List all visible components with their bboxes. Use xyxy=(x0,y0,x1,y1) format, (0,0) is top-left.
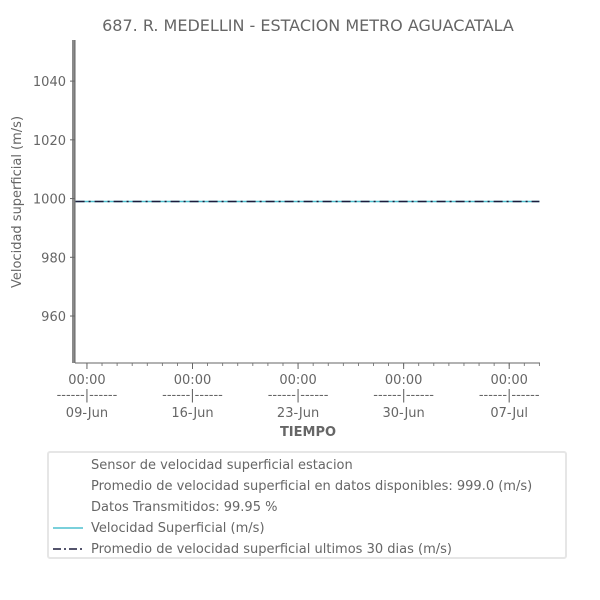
y-tick-label: 1020 xyxy=(32,133,66,149)
x-tick-separator: ------|------ xyxy=(56,388,118,403)
y-tick-label: 960 xyxy=(41,310,66,326)
plot-area xyxy=(33,40,540,421)
legend-info-transmitted xyxy=(49,497,277,517)
x-tick-separator: ------|------ xyxy=(478,388,540,403)
x-tick-separator: ------|------ xyxy=(267,388,329,403)
x-tick-label-time: 00:00 xyxy=(68,373,106,388)
y-tick-label: 1000 xyxy=(32,192,66,208)
y-tick-label: 980 xyxy=(41,251,66,267)
x-tick-label-date: 16-Jun xyxy=(171,406,214,421)
legend-label-average: Promedio de velocidad superficial ultimos 30 dias (m/s) xyxy=(91,541,452,557)
x-axis-label: TIEMPO xyxy=(279,425,337,440)
y-axis-label: Velocidad superficial (m/s) xyxy=(10,115,25,289)
legend-info-sensor xyxy=(49,455,353,475)
legend-spacer xyxy=(53,497,83,517)
legend xyxy=(47,451,567,559)
legend-info-text: Sensor de velocidad superficial estacion xyxy=(91,457,353,473)
legend-item-average xyxy=(49,539,452,559)
legend-info-average xyxy=(49,476,532,496)
legend-info-text: Promedio de velocidad superficial en datos disponibles: 999.0 (m/s) xyxy=(91,478,533,494)
legend-spacer xyxy=(53,455,83,475)
x-tick-label-date: 09-Jun xyxy=(65,406,109,421)
x-tick-label-time: 00:00 xyxy=(384,373,423,388)
legend-swatch-velocity xyxy=(53,518,83,538)
chart-title: 687. R. MEDELLIN - ESTACION METRO AGUACATALA xyxy=(102,16,514,35)
x-tick-label-date: 07-Jul xyxy=(490,406,529,421)
legend-item-velocity xyxy=(49,518,265,538)
x-tick-label-date: 23-Jun xyxy=(276,406,320,421)
x-tick-label-time: 00:00 xyxy=(173,373,212,388)
legend-spacer xyxy=(53,476,83,496)
x-tick-separator: ------|------ xyxy=(373,388,434,403)
y-tick-label: 1040 xyxy=(32,75,66,91)
x-tick-label-time: 00:00 xyxy=(490,373,528,388)
legend-info-text: Datos Transmitidos: 99.95 % xyxy=(91,499,278,515)
x-tick-label-time: 00:00 xyxy=(279,373,317,388)
x-tick-label-date: 30-Jun xyxy=(382,406,425,421)
x-tick-separator: ------|------ xyxy=(162,388,223,403)
legend-label-velocity: Velocidad Superficial (m/s) xyxy=(91,520,265,536)
legend-swatch-average xyxy=(53,539,83,559)
